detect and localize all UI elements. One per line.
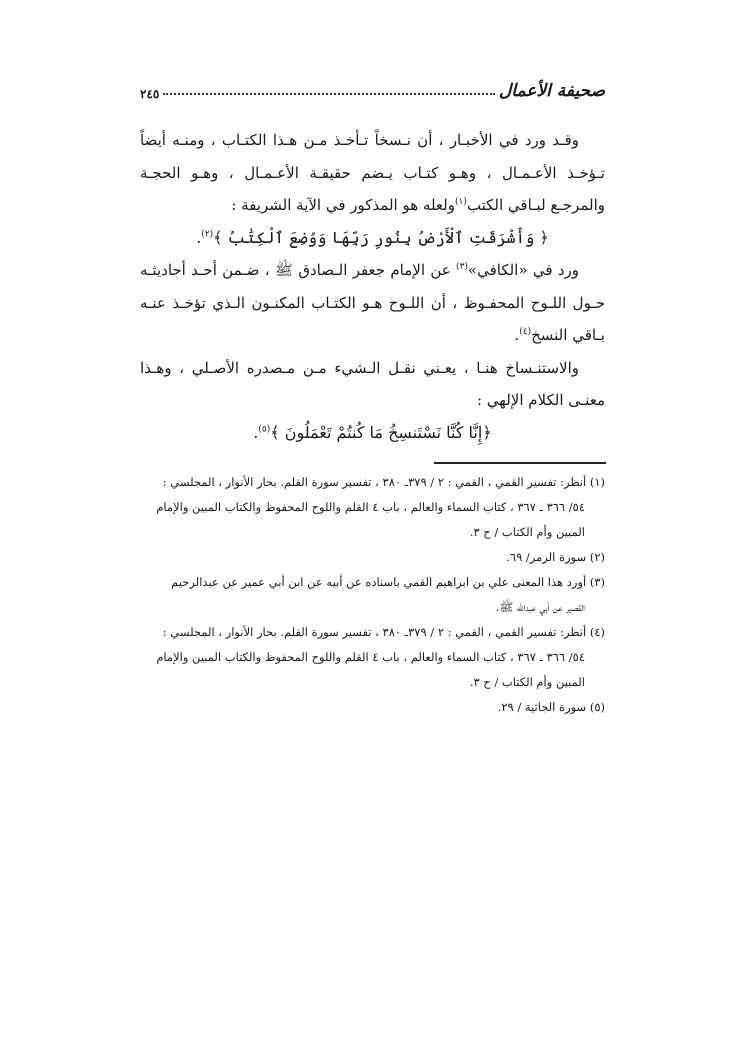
footnote-3-line-1: (٣) أورد هذا المعنى علي بن ابراهيم القمي باسناده عن أبيه عن ابن أبي عمير عن عبدالرحيم	[171, 575, 605, 589]
footnote-divider	[434, 462, 606, 464]
footnote-ref-4: (٤)	[519, 327, 532, 337]
footnote-1-line-1: (١) أنظر: تفسير القمي ، القمي : ٢ / ٣٧٩ـ ٣٨٠ ، تفسير سورة القلم. بحار الأنوار ، المجلسي :	[162, 475, 605, 489]
footnote-4-line-1: (٤) أنظر: تفسير القمي ، القمي : ٢ / ٣٧٩ـ ٣٨٠ ، تفسير سورة القلم. بحار الأنوار ، المجلسي :	[162, 625, 605, 639]
paragraph-1-line-3a: الكتب	[466, 196, 504, 214]
paragraph-1-line-3b: ولعله هو المذكور في الآية الشريفة :	[231, 196, 455, 214]
paragraph-1-line-1: وقـد ورد في الأخبـار ، أن نـسخاً تـأخـذ مـن هـذا الكتـاب ، ومنـه أيضاً تـؤخـذ	[140, 131, 605, 182]
footnote-ref-3: (٣)	[456, 262, 468, 272]
quran-verse-2-text: ﴿إِنَّا كُنَّا نَسْتَنسِخُ مَا كُنتُمْ تَعْمَلُونَ ﴾	[270, 422, 492, 442]
footnote-2: (٢) سورة الزمر/ ٦٩.	[506, 550, 605, 564]
footnote-3-line-2: القصير عن أبي عبدالله ﷺ.	[495, 600, 585, 614]
quran-verse-1: ﴿ وَأَشْرَقَتِ ٱلْأَرْضُ بِنُورِ رَبِّهَا وَوُضِعَ ٱلْكِتَٰبُ ﴾$^{(٢)}$.	[196, 227, 549, 247]
header-leader-dots	[163, 93, 495, 95]
paragraph-1	[140, 124, 605, 222]
paragraph-2-line-1b: عن الإمام جعفر الـصادق ﷺ ، ضـمن أحـد أحاديثـه	[140, 261, 457, 279]
page-number: ٢٤٥	[140, 87, 160, 101]
paragraph-2-line-3a: النسخ	[531, 326, 568, 344]
quran-verse-1-text: ﴿ وَأَشْرَقَتِ ٱلْأَرْضُ بِنُورِ رَبِّهَا وَوُضِعَ ٱلْكِتَٰبُ ﴾	[213, 227, 549, 247]
main-text	[140, 124, 605, 449]
running-header-title: صحيفة الأعمال	[498, 81, 605, 101]
footnote-5: (٥) سورة الجاثية / ٢٩.	[497, 700, 605, 714]
footnote-1-line-2: ٥٤/ ٣٦٦ ـ ٣٦٧ ، كتاب السماء والعالم ، باب ٤ القلم واللوح المحفوظ والكتاب المبين والإمام	[156, 500, 585, 514]
paragraph-2-line-1a: ورد في «الكافي»	[467, 261, 579, 279]
footnote-ref-2: (٢)	[201, 229, 214, 240]
quran-verse-2: ﴿إِنَّا كُنَّا نَسْتَنسِخُ مَا كُنتُمْ تَعْمَلُونَ ﴾$^{(٥)}$.	[253, 422, 492, 442]
paragraph-2: ورد في «الكافي»$^{(٣)}$ عن الإمام جعفر الـصادق ﷺ ، ضـمن أحـد أحاديثـه حـول اللـوح المحفـوظ ، أن اللـوح هـو الكتـاب المكنـون الـذي تؤخـذ عنـه بـاقي النسخ$^{(٤)}$.	[140, 261, 605, 344]
paragraph-1-line-2: الأعـمـال ، وهـو كتـاب يـضم حقيقـة الأعـمـال ، وهـو الحجـة والمرجـع لبـاقي	[140, 163, 605, 214]
footnote-4-line-3: المبين وأم الكتاب / ح ٣.	[469, 675, 585, 689]
paragraph-3-line-1: والاستنـساخ هنـا ، يعـني نقـل الـشيء مـن مـصدره الأصـلي ، وهـذا معنـى	[140, 358, 605, 409]
footnote-ref-5: (٥)	[258, 424, 271, 435]
paragraph-3	[140, 352, 605, 417]
footnote-ref-1: (١)	[454, 197, 467, 207]
footnote-1-line-3: المبين وأم الكتاب / ح ٣.	[469, 525, 585, 539]
running-header	[140, 72, 605, 100]
paragraph-3-line-2: الكلام الإلهي :	[476, 391, 564, 409]
footnotes	[140, 470, 605, 720]
footnote-4-line-2: ٥٤/ ٣٦٦ ـ ٣٦٧ ، كتاب السماء والعالم ، باب ٤ القلم واللوح المحفوظ والكتاب المبين والإمام	[156, 650, 585, 664]
paragraph-2-line-2: حـول اللـوح المحفـوظ ، أن اللـوح هـو الكتـاب المكنـون الـذي تؤخـذ عنـه بـاقي	[140, 293, 605, 344]
